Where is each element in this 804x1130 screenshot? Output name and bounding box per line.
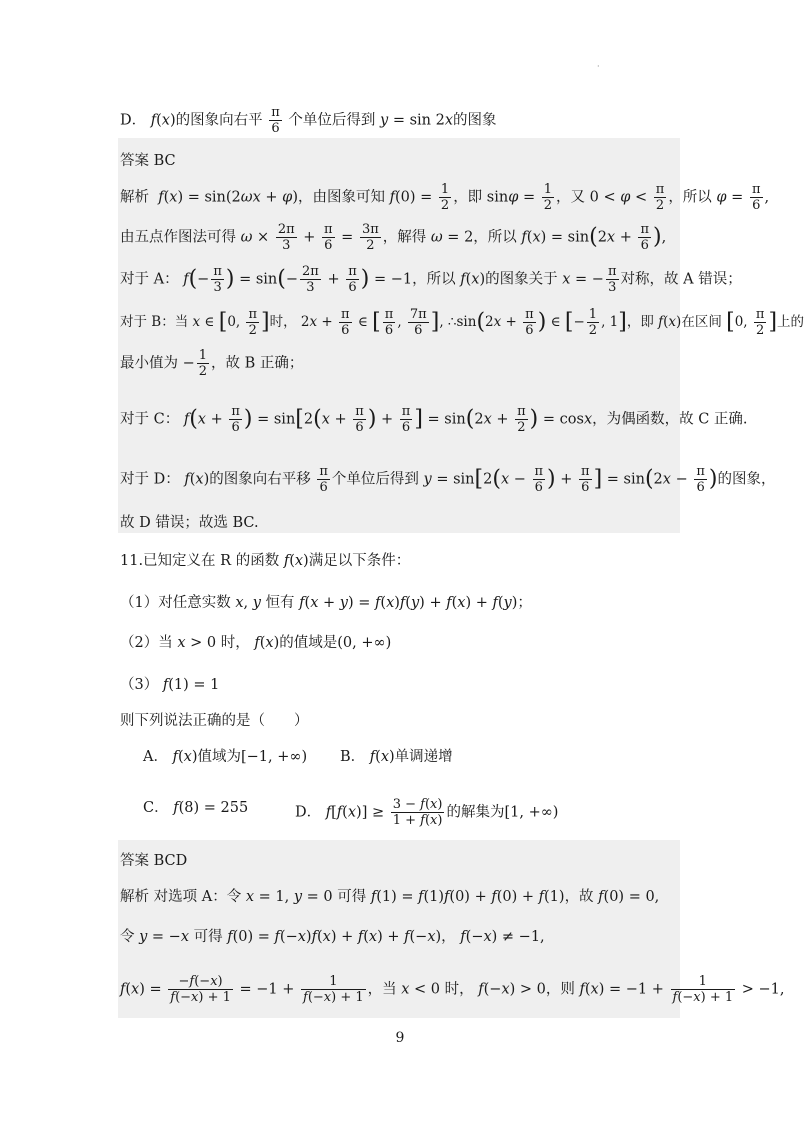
top-mark: · [597,62,600,71]
check-d-line-2: 故 D 错误；故选 BC. [120,515,259,531]
option-d: D． f[f(x)] ≥ $\frac{3 - f(x)}{1 + f(x)}$ 的解集为[1, +∞) [295,797,559,828]
option-d-previous: D． f(x)的图象向右平 $\frac{\pi}{6}$ 个单位后得到 y = sin 2x的图象 [120,105,497,136]
check-d: 对于 D： f(x)的图象向右平移 $\frac{\pi}{6}$ 个单位后得到 y = sin[2(x − $\frac{\pi}{6}$ ) + $\frac{\pi}{6}$ ] = sin(2x − $\frac{\pi}{6}$ )的图象， [120,464,776,495]
analysis-2-line-1: 解析 对选项 A：令 x = 1, y = 0 可得 f(1) = f(1)f(0) + f(0) + f(1)，故 f(0) = 0, [120,889,660,905]
check-b-line-2: 最小值为 − $\frac{1}{2}$ ，故 B 正确； [120,348,304,379]
check-b: 对于 B：当 x ∈ [0, $\frac{\pi}{2}$ ]时， 2x + $\frac{\pi}{6}$ ∈ [ $\frac{\pi}{6}$ , $\frac{7\pi}{6}$ ], ∴sin(2x + $\frac{\pi}{6}$ ) ∈ [− $\frac{1}{2}$ , 1]，即 f(x)在区间 [0, $\frac{\pi}{2}$ ]上的 [120,307,804,338]
analysis-2-line-3: f(x) = $\frac{-f(-x)}{f(-x) + 1}$ = −1 + $\frac{1}{f(-x) + 1}$ ，当 x < 0 时， f(−x) > 0，则 f(x) = −1 + $\frac{1}{f(-x) + 1}$ > −1, [120,974,785,1005]
check-a: 对于 A： f(− $\frac{\pi}{3}$ ) = sin(− $\frac{2\pi}{3}$ + $\frac{\pi}{6}$ ) = −1，所以 f(x)的图象关于 x = − $\frac{\pi}{3}$ 对称，故 A 错误； [120,264,742,295]
analysis-2-line-2: 令 y = −x 可得 f(0) = f(−x)f(x) + f(x) + f(−x)， f(−x) ≠ −1, [120,929,545,945]
page-number: 9 [395,1030,405,1046]
condition-3: （3） f(1) = 1 [120,677,220,693]
answer-2: 答案 BCD [120,853,188,869]
check-c: 对于 C： f(x + $\frac{\pi}{6}$ ) = sin[2(x + $\frac{\pi}{6}$ ) + $\frac{\pi}{6}$ ] = sin(2x + $\frac{\pi}{2}$ ) = cosx，为偶函数，故 C 正确. [120,404,748,435]
option-c: C． f(8) = 255 [143,800,249,816]
option-b: B． f(x)单调递增 [340,749,453,765]
analysis-1-line-2: 由五点作图法可得 ω × $\frac{2\pi}{3}$ + $\frac{\pi}{6}$ = $\frac{3\pi}{2}$ ，解得 ω = 2，所以 f(x) = sin(2x + $\frac{\pi}{6}$ ), [120,222,667,253]
answer-1: 答案 BC [120,153,176,169]
question-11-ask: 则下列说法正确的是（ ） [120,713,309,729]
option-a: A． f(x)值域为[−1, +∞) [143,749,308,765]
condition-1: （1）对任意实数 x, y 恒有 f(x + y) = f(x)f(y) + f(x) + f(y)； [120,595,532,611]
analysis-1-line-1: 解析 f(x) = sin(2ωx + φ)，由图象可知 f(0) = $\frac{1}{2}$ ，即 sinφ = $\frac{1}{2}$ ，又 0 < φ < $\frac{\pi}{2}$ ，所以 φ = $\frac{\pi}{6}$ , [120,182,770,213]
question-11-stem: 11.已知定义在 R 的函数 f(x)满足以下条件： [120,553,411,569]
condition-2: （2）当 x > 0 时， f(x)的值域是(0, +∞) [120,635,392,651]
